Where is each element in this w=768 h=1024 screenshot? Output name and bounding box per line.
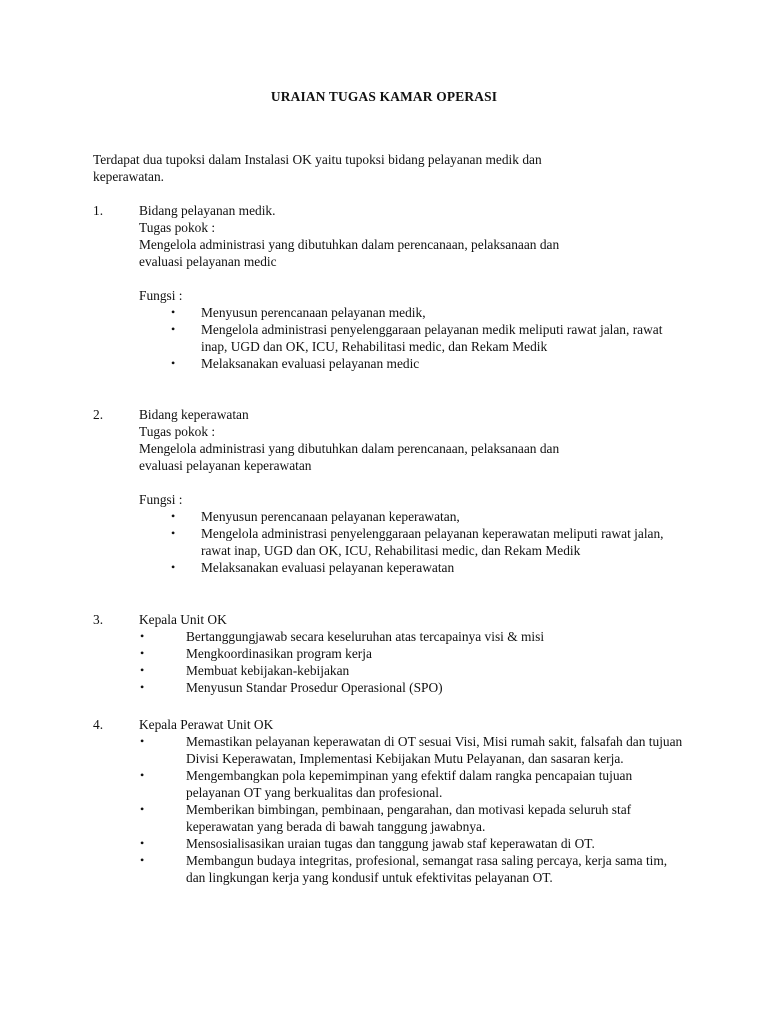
list-item [93,852,686,886]
list-item-text: Mensosialisasikan uraian tugas dan tanggung jawab staf keperawatan di OT. [186,836,595,851]
task-list [93,733,693,886]
bullet-icon: • [140,680,145,694]
task-list [93,628,693,696]
section-heading: Kepala Perawat Unit OK [139,717,274,732]
bullet-icon: • [140,768,145,782]
bullet-icon: • [140,663,145,677]
list-item-text: Membangun budaya integritas, profesional, semangat rasa saling percaya, kerja sama tim, dan lingkungan kerja yang kondusif untuk efektivitas pelayanan OT. [186,853,668,885]
tugas-pokok-text: Mengelola administrasi yang dibutuhkan dalam perencanaan, pelaksanaan dan [139,441,560,456]
bullet-icon: • [140,629,145,643]
bullet-icon: • [171,509,176,523]
bullet-icon: • [171,305,176,319]
list-item [139,559,681,576]
section-number: 1. [93,203,104,218]
intro-line: keperawatan. [93,169,165,184]
bullet-icon: • [171,322,176,336]
fungsi-list [139,304,663,372]
section-heading: Bidang pelayanan medik. [139,203,276,218]
list-item [93,733,686,767]
intro-line: Terdapat dua tupoksi dalam Instalasi OK yaitu tupoksi bidang pelayanan medik dan [93,152,542,167]
list-item-text: Menyusun perencanaan pelayanan medik, [201,305,426,320]
list-item [93,628,686,645]
list-item-text: Memberikan bimbingan, pembinaan, pengarahan, dan motivasi kepada seluruh staf keperawatan yang berada di bawah tanggung jawabnya. [186,802,632,834]
section-heading-wrap [139,716,659,733]
section-kepala-perawat-unit-ok [93,716,693,886]
document-title: URAIAN TUGAS KAMAR OPERASI [270,89,498,104]
list-item-text: Melaksanakan evaluasi pelayanan keperawatan [201,560,455,575]
list-item [139,525,681,559]
section-bidang-keperawatan [93,406,693,576]
section-number: 3. [93,612,104,627]
list-item [93,767,686,801]
list-item-text: Memastikan pelayanan keperawatan di OT sesuai Visi, Misi rumah sakit, falsafah dan tujuan Divisi Keperawatan, Implementasi Kebijakan Mutu Pelayanan, dan sasaran kerja. [186,734,683,766]
list-item-text: Mengembangkan pola kepemimpinan yang efektif dalam rangka pencapaian tujuan pelayanan OT yang berkualitas dan profesional. [186,768,633,800]
section-number: 2. [93,407,104,422]
section-heading: Kepala Unit OK [139,612,227,627]
list-item [139,304,681,321]
list-item [93,679,686,696]
list-item-text: Melaksanakan evaluasi pelayanan medic [201,356,420,371]
list-item [139,508,681,525]
fungsi-list [139,508,664,576]
section-kepala-unit-ok [93,611,693,696]
list-item [93,662,686,679]
tugas-pokok-label: Tugas pokok : [139,424,216,439]
tugas-pokok-text: evaluasi pelayanan medic [139,254,277,269]
list-item [93,645,686,662]
section-bidang-pelayanan-medik [93,202,693,372]
tugas-pokok-label: Tugas pokok : [139,220,216,235]
fungsi-label: Fungsi : [139,492,183,507]
section-number: 4. [93,717,104,732]
bullet-icon: • [171,526,176,540]
tugas-pokok-text: Mengelola administrasi yang dibutuhkan dalam perencanaan, pelaksanaan dan [139,237,560,252]
list-item [139,321,681,355]
list-item-text: Mengelola administrasi penyelenggaraan pelayanan keperawatan meliputi rawat jalan, rawat inap, UGD dan OK, ICU, Rehabilitasi medic, dan Rekam Medik [201,526,664,558]
list-item [93,801,686,835]
bullet-icon: • [171,356,176,370]
list-item-text: Mengkoordinasikan program kerja [186,646,372,661]
list-item-text: Mengelola administrasi penyelenggaraan pelayanan medik meliputi rawat jalan, rawat inap, UGD dan OK, ICU, Rehabilitasi medic, dan Rekam Medik [201,322,663,354]
list-item-text: Menyusun perencanaan pelayanan keperawatan, [201,509,460,524]
fungsi-label: Fungsi : [139,288,183,303]
list-item-text: Membuat kebijakan-kebijakan [186,663,350,678]
intro-paragraph [93,151,653,185]
bullet-icon: • [140,734,145,748]
list-item [139,355,681,372]
tugas-pokok-text: evaluasi pelayanan keperawatan [139,458,312,473]
bullet-icon: • [140,802,145,816]
bullet-icon: • [140,836,145,850]
bullet-icon: • [171,560,176,574]
list-item-text: Bertanggungjawab secara keseluruhan atas tercapainya visi & misi [186,629,545,644]
section-heading-wrap [139,611,659,628]
list-item [93,835,686,852]
bullet-icon: • [140,853,145,867]
bullet-icon: • [140,646,145,660]
list-item-text: Menyusun Standar Prosedur Operasional (SPO) [186,680,443,695]
section-heading: Bidang keperawatan [139,407,249,422]
